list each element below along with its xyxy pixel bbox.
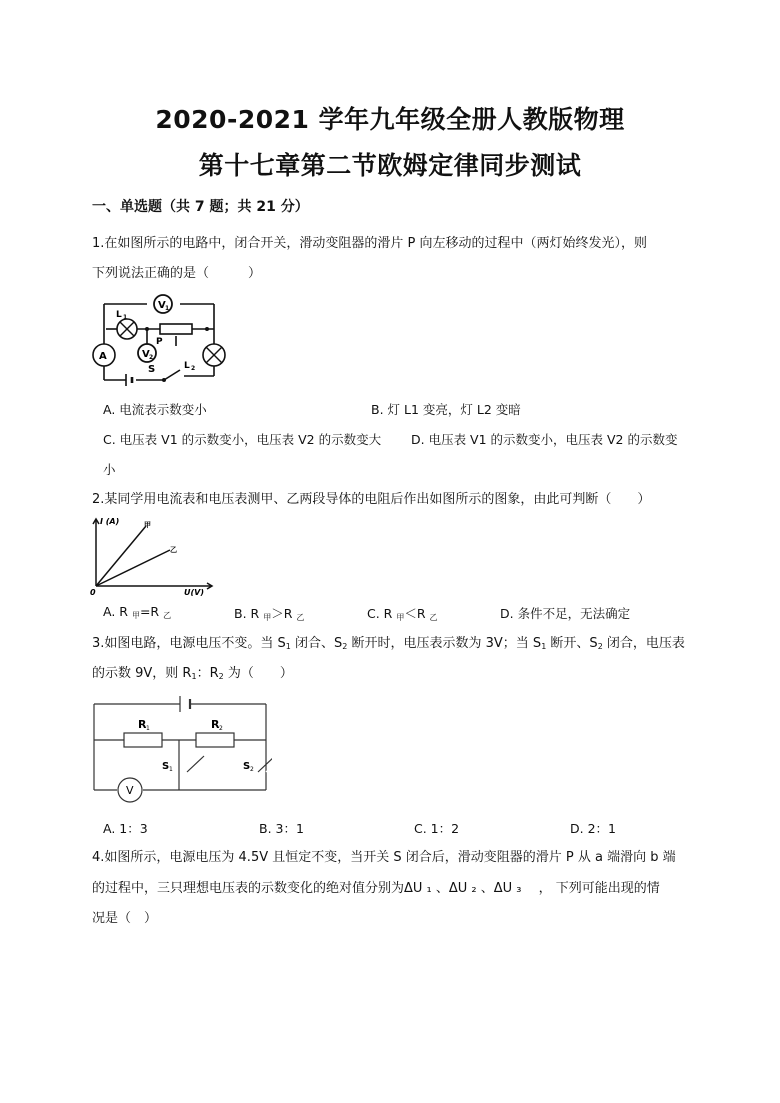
q2-option-b: B. R $_甲$＞R $_乙$ <box>234 606 305 622</box>
page-subtitle: 第十七章第二节欧姆定律同步测试 <box>198 151 582 180</box>
q1-option-b: B. 灯 L1 变亮，灯 L2 变暗 <box>371 402 521 417</box>
q3-option-a: A. 1：3 <box>103 821 148 836</box>
q1-switch-label: S <box>148 364 156 375</box>
q2-y-axis-label: I (A) <box>100 517 120 526</box>
q1-slider-label: P <box>156 337 163 347</box>
q1-text-line1: 1.在如图所示的电路中，闭合开关，滑动变阻器的滑片 P 向左移动的过程中（两灯始终发光），则 <box>92 236 648 251</box>
q3-s2-label: S <box>243 761 251 772</box>
q3-r2-label: R <box>211 718 220 731</box>
q2-iu-graph <box>88 514 228 596</box>
q3-voltmeter-label: V <box>126 784 134 797</box>
q3-r1-sub: 1 <box>146 725 150 732</box>
q4-text-line2: 的过程中，三只理想电压表的示数变化的绝对值分别为ΔU ₁ 、ΔU ₂ 、ΔU ₃ ， 下列可能出现的情 <box>92 881 660 896</box>
q1-l2-sub: 2 <box>191 365 196 372</box>
q1-v2-label: V <box>142 349 150 360</box>
q1-v1-label: V <box>158 300 166 311</box>
q3-r1-label: R <box>138 718 147 731</box>
q3-s1-label: S <box>162 761 170 772</box>
q1-option-d-cont: 小 <box>103 462 116 477</box>
q3-circuit-diagram <box>92 690 272 808</box>
q2-line-yi-label: 乙 <box>170 546 177 554</box>
q2-line-jia-label: 甲 <box>144 521 151 529</box>
q3-option-b: B. 3：1 <box>259 821 304 836</box>
q2-option-d: D. 条件不足，无法确定 <box>500 606 631 621</box>
q2-option-a: A. R $_甲$=R $_乙$ <box>103 604 172 620</box>
q1-option-a: A. 电流表示数变小 <box>103 402 207 417</box>
q1-option-d: D. 电压表 V1 的示数变小，电压表 V2 的示数变 <box>411 432 678 447</box>
q1-v1-sub: 1 <box>165 305 170 312</box>
q2-x-axis-label: U(V) <box>184 588 204 596</box>
q3-s2-sub: 2 <box>250 766 254 773</box>
q1-l2-label: L <box>184 361 190 371</box>
section-heading: 一、单选题（共 7 题；共 21 分） <box>92 199 309 215</box>
q3-option-d: D. 2：1 <box>570 821 616 836</box>
q1-l1-label: L <box>116 310 122 320</box>
q2-option-c: C. R $_甲$＜R $_乙$ <box>367 606 438 622</box>
q1-ammeter-label: A <box>99 351 107 362</box>
q1-l1-sub: 1 <box>123 314 128 321</box>
q4-text-line3: 况是（ ） <box>92 911 158 926</box>
q3-r2-sub: 2 <box>219 725 223 732</box>
q1-text-line2: 下列说法正确的是（ ） <box>92 266 262 281</box>
q3-text-line1: 3.如图电路，电源电压不变。当 $S_1$ 闭合、$S_2$ 断开时，电压表示数为 3V；当 $S_1$ 断开、$S_2$ 闭合，电压表 <box>92 636 685 651</box>
q2-text: 2.某同学用电流表和电压表测甲、乙两段导体的电阻后作出如图所示的图象，由此可判断（ ） <box>92 492 651 507</box>
q1-option-c: C. 电压表 V1 的示数变小，电压表 V2 的示数变大 <box>103 432 382 447</box>
q1-v2-sub: 2 <box>149 354 154 361</box>
q3-option-c: C. 1：2 <box>414 821 460 836</box>
q1-circuit-diagram <box>92 292 242 392</box>
q4-text-line1: 4.如图所示，电源电压为 4.5V 且恒定不变，当开关 S 闭合后，滑动变阻器的滑片 P 从 a 端滑向 b 端 <box>92 850 676 865</box>
q3-s1-sub: 1 <box>169 766 173 773</box>
q2-origin-label: 0 <box>90 588 96 596</box>
page-title: 2020-2021 学年九年级全册人教版物理 <box>155 105 625 134</box>
q3-text-line2: 的示数 9V，则 $R_1$：$R_2$ 为（ ） <box>92 666 293 681</box>
